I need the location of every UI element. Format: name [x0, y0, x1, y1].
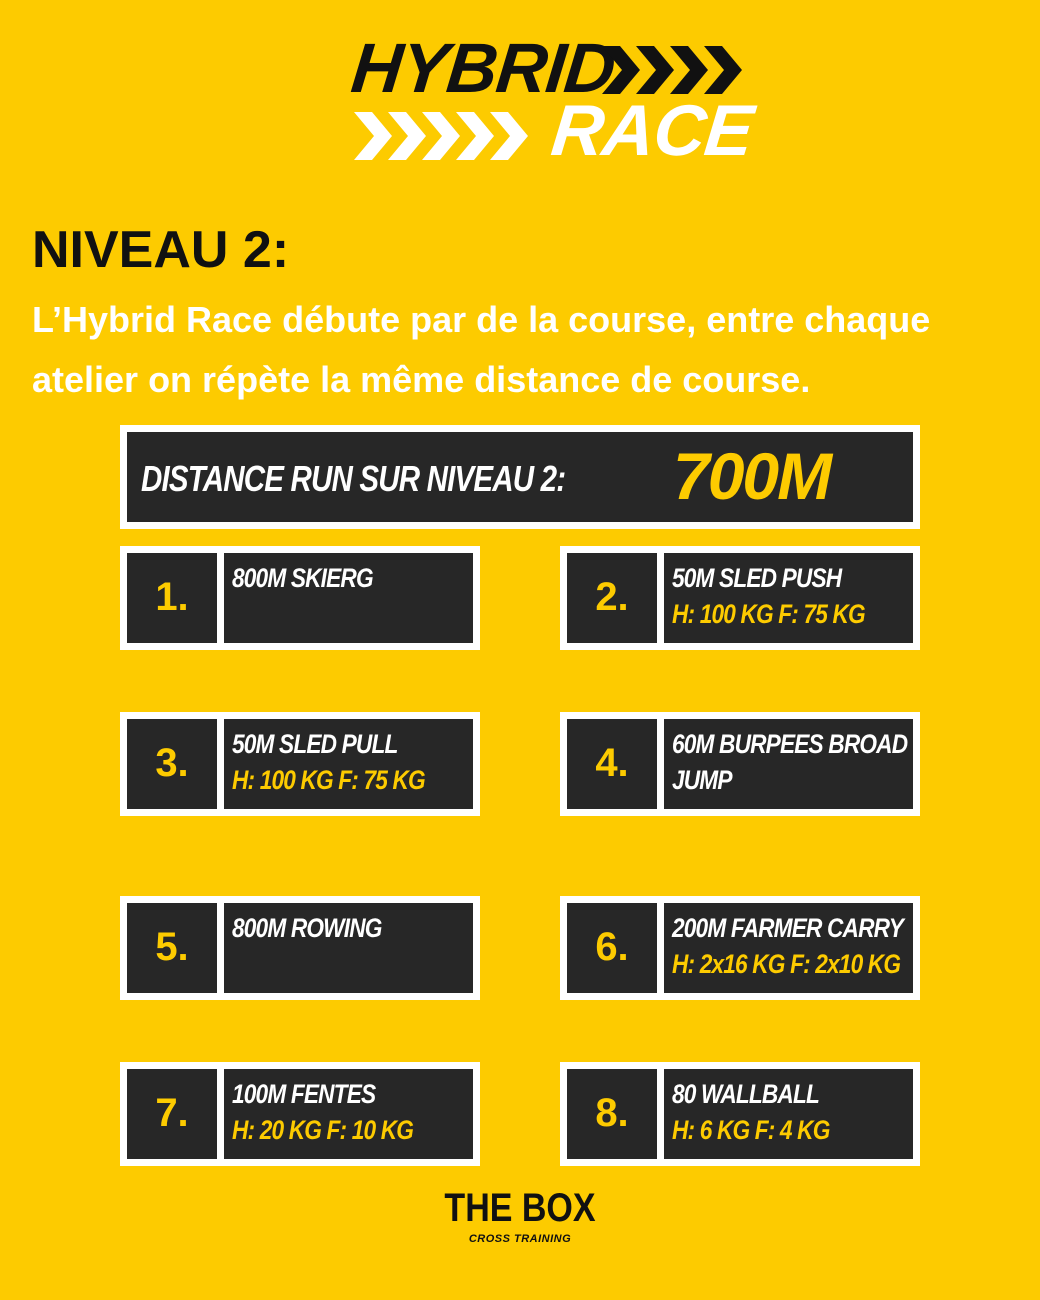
hybrid-race-logo	[340, 28, 760, 178]
station-title: 80 WALLBALL	[672, 1079, 819, 1109]
page-title: NIVEAU 2:	[32, 221, 290, 279]
station-card-6	[560, 896, 920, 1000]
station-detail: H: 20 KG F: 10 KG	[232, 1115, 414, 1145]
distance-banner	[120, 425, 920, 529]
station-detail: H: 2x16 KG F: 2x10 KG	[672, 949, 901, 979]
station-number: 6.	[595, 925, 629, 969]
station-detail: JUMP	[672, 765, 732, 795]
station-card-3	[120, 712, 480, 816]
station-number: 5.	[155, 925, 189, 969]
station-card-4	[560, 712, 920, 816]
station-card-2	[560, 546, 920, 650]
station-title: 50M SLED PULL	[232, 729, 398, 759]
logo-word-race: RACE	[547, 91, 757, 171]
chevron-arrows-icon	[354, 108, 554, 164]
station-number: 2.	[595, 575, 629, 619]
station-detail: H: 6 KG F: 4 KG	[672, 1115, 830, 1145]
station-card-5	[120, 896, 480, 1000]
station-card-7	[120, 1062, 480, 1166]
logo-word-hybrid: HYBRID	[347, 29, 619, 107]
station-title: 60M BURPEES BROAD	[672, 729, 908, 759]
footer-tagline: CROSS TRAINING	[468, 1233, 572, 1245]
footer-brand: THE BOX	[444, 1186, 596, 1230]
intro-text: L’Hybrid Race débute par de la course, entre chaque atelier on répète la même distance de course.	[32, 299, 931, 400]
station-title: 800M ROWING	[232, 913, 382, 943]
distance-value: 700M	[673, 439, 831, 513]
station-title: 50M SLED PUSH	[672, 563, 842, 593]
station-number: 1.	[155, 575, 189, 619]
station-number: 3.	[155, 741, 189, 785]
station-detail: H: 100 KG F: 75 KG	[232, 765, 425, 795]
station-title: 100M FENTES	[232, 1079, 376, 1109]
station-title: 800M SKIERG	[232, 563, 373, 593]
station-title: 200M FARMER CARRY	[672, 913, 904, 943]
station-card-1	[120, 546, 480, 650]
station-detail: H: 100 KG F: 75 KG	[672, 599, 865, 629]
station-number: 8.	[595, 1091, 629, 1135]
distance-label: DISTANCE RUN SUR NIVEAU 2:	[141, 458, 566, 499]
station-card-8	[560, 1062, 920, 1166]
station-number: 7.	[155, 1091, 189, 1135]
station-number: 4.	[595, 741, 629, 785]
